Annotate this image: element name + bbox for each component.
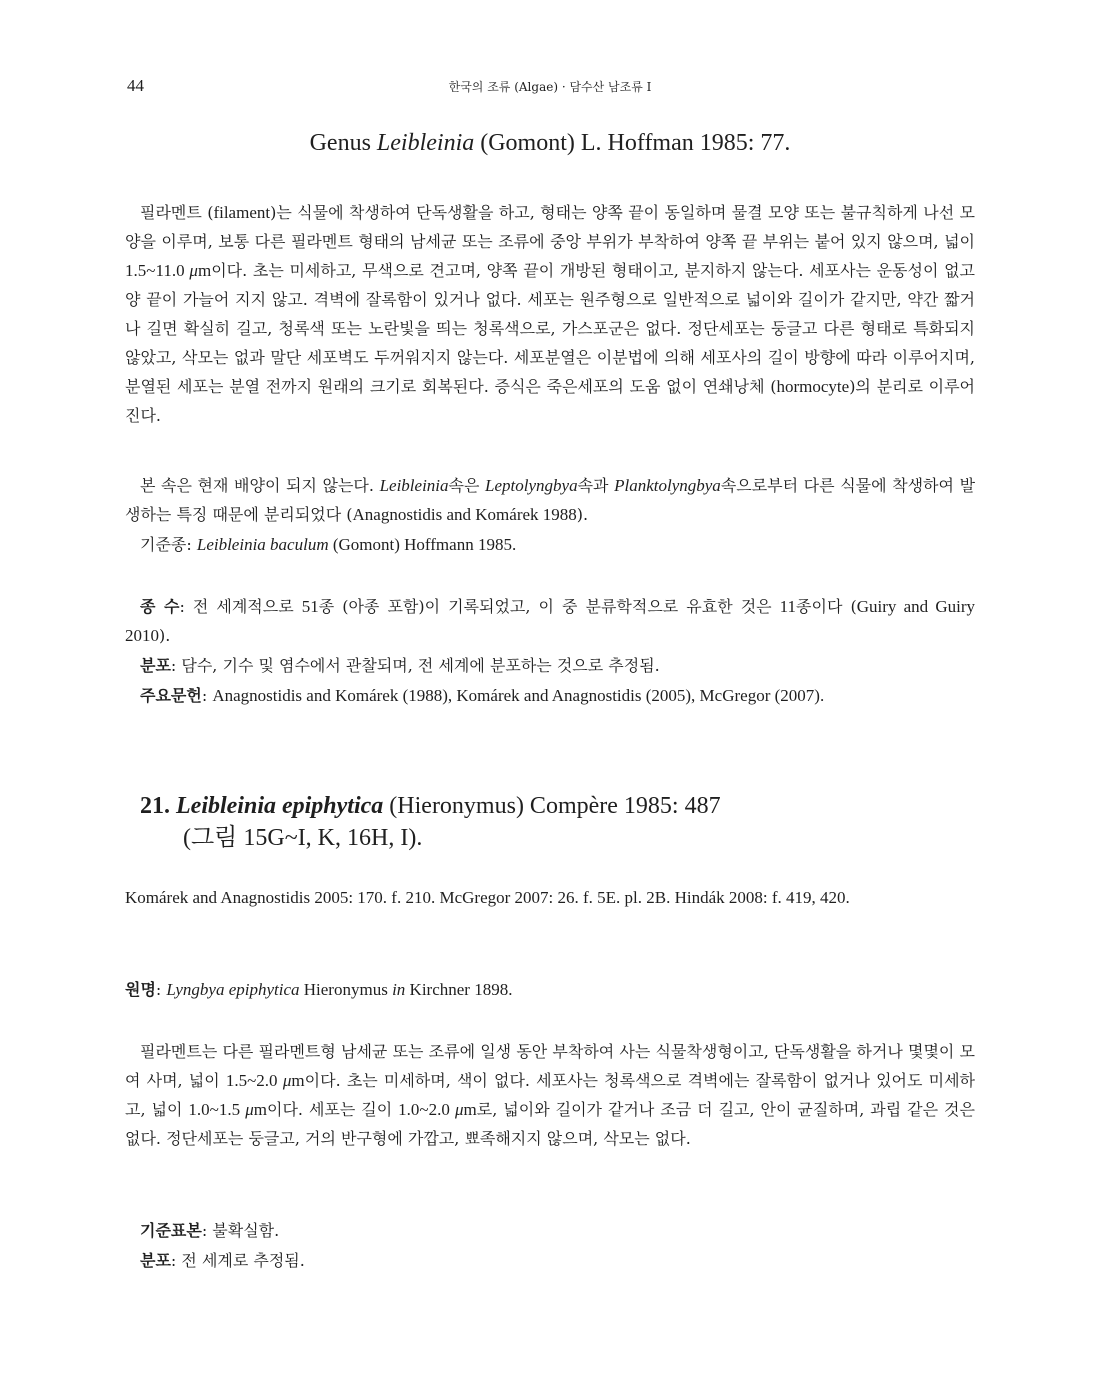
- type-specimen: 기준표본: 불확실함.: [140, 1221, 280, 1240]
- species-name: Leibleinia epiphytica: [176, 793, 384, 819]
- main-references: 주요문헌: Anagnostidis and Komárek (1988), Komárek and Anagnostidis (2005), McGregor (2007).: [140, 686, 825, 705]
- species-authority: (Hieronymus) Compère 1985: 487: [383, 793, 721, 819]
- type-species: 기준종: Leibleinia baculum (Gomont) Hoffmann 1985.: [140, 535, 517, 554]
- basionym: 원명: Lyngbya epiphytica Hieronymus in Kirchner 1898.: [125, 980, 513, 999]
- genus-authority: (Gomont) L. Hoffman 1985: 77.: [474, 130, 791, 156]
- figure-reference: (그림 15G~I, K, 16H, I).: [183, 825, 423, 851]
- species-number: 21.: [140, 793, 170, 819]
- species-description: 필라멘트는 다른 필라멘트형 남세균 또는 조류에 일생 동안 부착하여 사는 식물착생형이고, 단독생활을 하거나 몇몇이 모여 사며, 넓이 1.5~2.0 μm이다. 초는 미세하며, 색이 없다. 세포사는 청록색으로 격벽에는 잘록함이 없거나 있어도 미세하고, 넓이 1.0~1.5 μm이다. 세포는 길이 1.0~2.0 μm로, 넓이와 길이가 같거나 조금 더 길고, 안이 균질하며, 과립 같은 것은 없다. 정단세포는 둥글고, 거의 반구형에 가깝고, 뾰족해지지 않으며, 삭모는 없다.: [125, 1042, 975, 1148]
- genus-heading: [0, 130, 1100, 157]
- running-title: 한국의 조류 (Algae) · 담수산 남조류 I: [448, 80, 652, 94]
- species-count: 종 수: 전 세계적으로 51종 (아종 포함)이 기록되었고, 이 중 분류학적으로 유효한 것은 11종이다 (Guiry and Guiry 2010).: [125, 597, 976, 645]
- genus-prefix: Genus: [309, 130, 377, 156]
- genus-distribution: 분포: 담수, 기수 및 염수에서 관찰되며, 전 세계에 분포하는 것으로 추정됨.: [140, 656, 660, 675]
- genus-description: 필라멘트 (filament)는 식물에 착생하여 단독생활을 하고, 형태는 양쪽 끝이 동일하며 물결 모양 또는 불규칙하게 나선 모양을 이루며, 보통 다른 필라멘트 형태의 남세균 또는 조류에 중앙 부위가 부착하여 양쪽 끝 부위는 붙어 있지 않으며, 넓이 1.5~11.0 μm이다. 초는 미세하고, 무색으로 견고며, 양쪽 끝이 개방된 형태이고, 분지하지 않는다. 세포사는 운동성이 없고 양 끝이 가늘어 지지 않고. 격벽에 잘록함이 있거나 없다. 세포는 원주형으로 일반적으로 넓이와 길이가 같지만, 약간 짧거나 길면 확실히 길고, 청록색 또는 노란빛을 띄는 청록색으로, 가스포군은 없다. 정단세포는 둥글고 다른 형태로 특화되지 않았고, 삭모는 없과 말단 세포벽도 두꺼워지지 않는다. 세포분열은 이분법에 의해 세포사의 길이 방향에 따라 이루어지며, 분열된 세포는 분열 전까지 원래의 크기로 회복된다. 증식은 죽은세포의 도움 없이 연쇄낭체 (hormocyte)의 분리로 이루어 진다.: [125, 203, 976, 425]
- species-citations: Komárek and Anagnostidis 2005: 170. f. 210. McGregor 2007: 26. f. 5E. pl. 2B. Hindák 2008: f. 419, 420.: [125, 888, 850, 907]
- page-number: 44: [127, 76, 144, 95]
- genus-name: Leibleinia: [376, 130, 475, 156]
- species-distribution: 분포: 전 세계로 추정됨.: [140, 1251, 305, 1270]
- genus-remarks: 본 속은 현재 배양이 되지 않는다. Leibleinia속은 Leptolyngbya속과 Planktolyngbya속으로부터 다른 식물에 착생하여 발생하는 특징 때문에 분리되었다 (Anagnostidis and Komárek 1988).: [125, 476, 976, 524]
- species-heading: [140, 790, 990, 854]
